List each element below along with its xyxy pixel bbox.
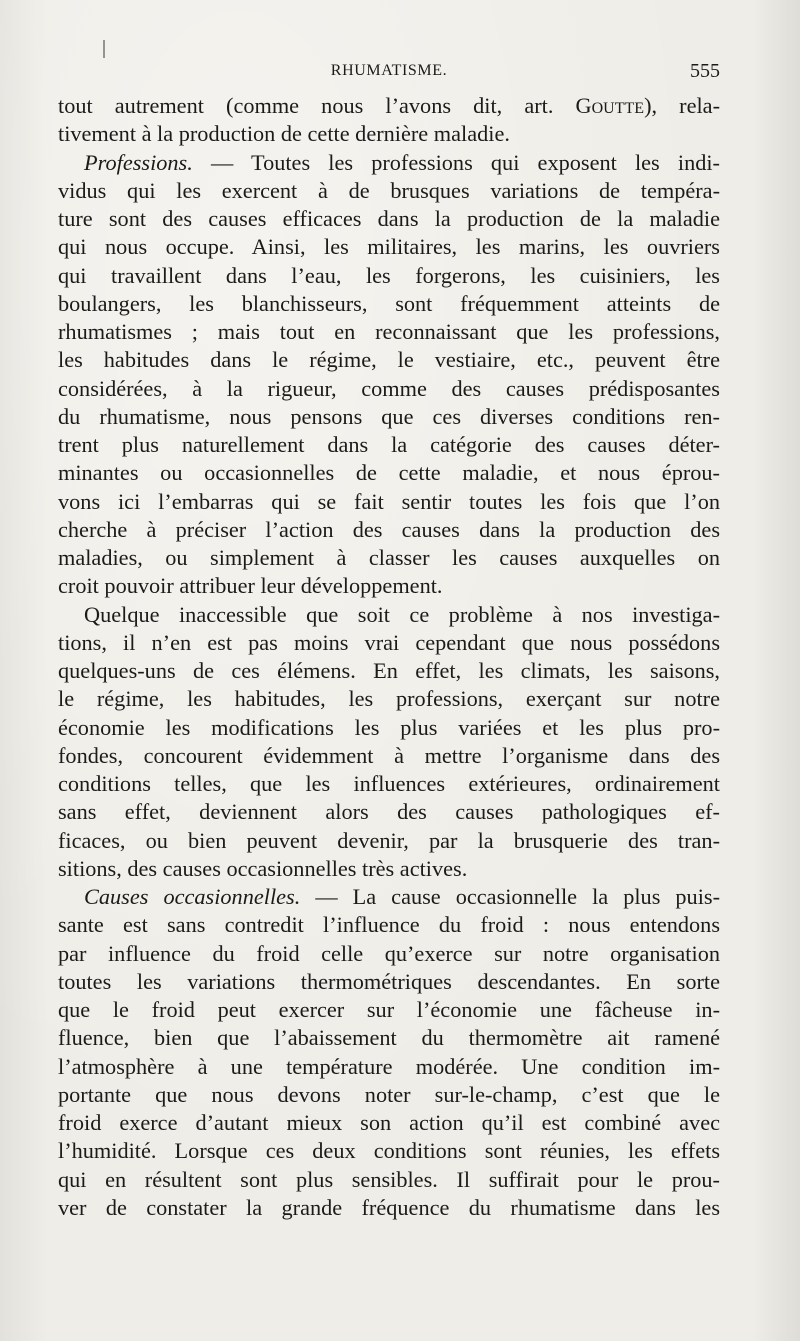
text-line	[58, 177, 720, 205]
paragraph	[58, 149, 720, 601]
line-text: sans effet, deviennent alors des causes pathologiques ef-	[58, 799, 720, 825]
line-text: toutes les variations thermométriques descendantes. En sorte	[58, 968, 720, 994]
text-line	[58, 290, 720, 318]
text-line	[58, 629, 720, 657]
text-line	[58, 1194, 720, 1222]
text-line	[58, 714, 720, 742]
line-text: vidus qui les exercent à de brusques variations de tempéra-	[58, 177, 720, 203]
line-text: ver de constater la grande fréquence du rhumatisme dans les	[58, 1194, 720, 1220]
text-line	[58, 855, 720, 883]
line-text: ficaces, ou bien peuvent devenir, par la brusquerie des tran-	[58, 827, 720, 853]
text-line	[58, 1024, 720, 1052]
paragraph	[58, 883, 720, 1222]
line-text: Quelque inaccessible que soit ce problème à nos investiga-	[84, 601, 720, 627]
paragraph	[58, 601, 720, 884]
paragraph	[58, 92, 720, 149]
line-text: l’atmosphère à une température modérée. Une condition im-	[58, 1053, 720, 1079]
line-text: maladies, ou simplement à classer les causes auxquelles on	[58, 545, 720, 570]
text-line	[58, 685, 720, 713]
text-line	[58, 1137, 720, 1165]
margin-mark	[103, 40, 105, 58]
paragraph-lead: Professions.	[84, 149, 193, 175]
line-text: boulangers, les blanchisseurs, sont fréquemment atteints de	[58, 290, 720, 316]
line-text: conditions telles, que les influences extérieures, ordinairement	[58, 771, 720, 796]
line-text: tout autrement (comme nous l’avons dit, art.	[58, 93, 576, 118]
text-line	[58, 403, 720, 431]
text-line	[58, 911, 720, 939]
running-head: RHUMATISME.	[330, 62, 448, 79]
text-line	[58, 1053, 720, 1081]
text-line	[58, 1166, 720, 1194]
text-line	[58, 940, 720, 968]
text-line	[58, 968, 720, 996]
body-text	[58, 92, 720, 1222]
line-text: croit pouvoir attribuer leur développement.	[58, 573, 443, 599]
text-line	[58, 205, 720, 233]
line-text: cherche à préciser l’action des causes dans la production des	[58, 516, 720, 542]
line-text: l’humidité. Lorsque ces deux conditions sont réunies, les effets	[58, 1138, 720, 1164]
line-text: le régime, les habitudes, les professions, exerçant sur notre	[58, 686, 720, 712]
text-line	[58, 572, 720, 600]
text-line	[58, 1081, 720, 1109]
line-text: par influence du froid celle qu’exerce sur notre organisation	[58, 940, 720, 966]
text-line	[58, 742, 720, 770]
line-text: portante que nous devons noter sur-le-champ, c’est que le	[58, 1081, 720, 1107]
line-text: minantes ou occasionnelles de cette maladie, et nous éprou-	[58, 460, 720, 486]
line-text: qui nous occupe. Ainsi, les militaires, les marins, les ouvriers	[58, 234, 720, 260]
line-text: les habitudes dans le régime, le vestiaire, etc., peuvent être	[58, 347, 720, 373]
text-line	[58, 996, 720, 1024]
text-line	[58, 459, 720, 487]
text-line	[58, 601, 720, 629]
page-number: 555	[690, 60, 720, 82]
text-line	[58, 318, 720, 346]
text-line	[58, 92, 720, 120]
line-text: froid exerce d’autant mieux son action qu’il est combiné avec	[58, 1110, 720, 1135]
line-text: trent plus naturellement dans la catégorie des causes déter-	[58, 432, 720, 457]
line-text: — La cause occasionnelle la plus puis-	[300, 884, 720, 909]
text-line	[58, 233, 720, 261]
text-line	[58, 770, 720, 798]
line-text: quelques-uns de ces élémens. En effet, les climats, les saisons,	[58, 658, 720, 683]
line-text: économie les modifications les plus variées et les plus pro-	[58, 714, 720, 740]
line-text: vons ici l’embarras qui se fait sentir toutes les fois que l’on	[58, 488, 720, 514]
text-line	[58, 798, 720, 826]
text-line	[58, 346, 720, 374]
text-line	[58, 657, 720, 685]
text-line	[58, 431, 720, 459]
line-text: rhumatismes ; mais tout en reconnaissant que les professions,	[58, 319, 720, 344]
text-line	[58, 544, 720, 572]
line-text: tivement à la production de cette dernière maladie.	[58, 121, 510, 147]
text-line	[58, 488, 720, 516]
paragraph-lead: Causes occasionnelles.	[84, 884, 301, 909]
line-text: que le froid peut exercer sur l’économie une fâcheuse in-	[58, 997, 720, 1022]
text-line	[58, 827, 720, 855]
text-line	[58, 883, 720, 911]
line-text: considérées, à la rigueur, comme des causes prédisposantes	[58, 375, 720, 401]
line-text: qui en résultent sont plus sensibles. Il suffirait pour le prou-	[58, 1166, 720, 1192]
line-text: tions, il n’en est pas moins vrai cependant que nous possédons	[58, 629, 720, 655]
text-line	[58, 120, 720, 148]
text-line	[58, 375, 720, 403]
page-header	[58, 60, 720, 86]
text-line	[58, 516, 720, 544]
line-text: du rhumatisme, nous pensons que ces diverses conditions ren-	[58, 403, 720, 429]
line-text: — Toutes les professions qui exposent les indi-	[192, 149, 720, 175]
text-line	[58, 1109, 720, 1137]
line-text: qui travaillent dans l’eau, les forgerons, les cuisiniers, les	[58, 262, 720, 288]
line-text: fondes, concourent évidemment à mettre l’organisme dans des	[58, 742, 720, 768]
line-text: sante est sans contredit l’influence du froid : nous entendons	[58, 912, 720, 938]
line-text: ), rela-	[644, 93, 720, 118]
line-text: sitions, des causes occasionnelles très actives.	[58, 855, 468, 881]
line-text: ture sont des causes efficaces dans la production de la maladie	[58, 206, 720, 231]
text-line	[58, 262, 720, 290]
line-text: fluence, bien que l’abaissement du thermomètre ait ramené	[58, 1025, 720, 1051]
small-caps-text: Goutte	[575, 93, 645, 118]
text-line	[58, 149, 720, 177]
